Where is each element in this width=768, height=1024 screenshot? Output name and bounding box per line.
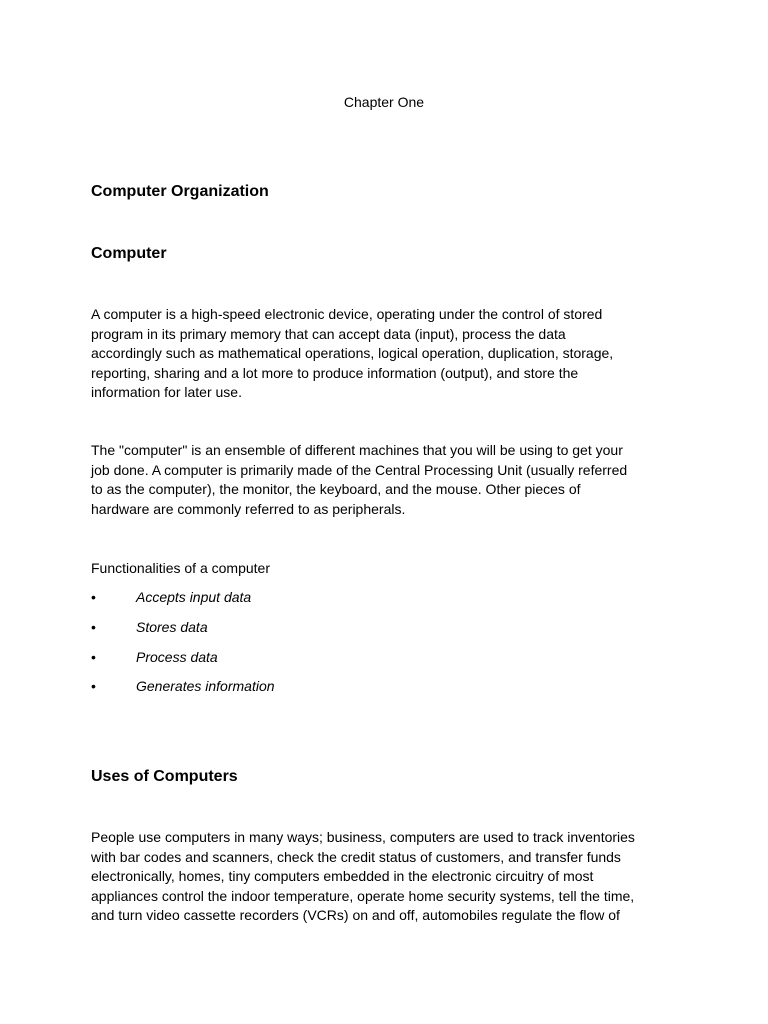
bullet-icon: • — [91, 649, 96, 665]
paragraph-line: appliances control the indoor temperature, operate home security systems, tell the time, — [91, 887, 635, 904]
paragraph-line: to as the computer), the monitor, the keyboard, and the mouse. Other pieces of — [91, 481, 581, 497]
paragraph-line: accordingly such as mathematical operations, logical operation, duplication, storage, — [91, 345, 614, 361]
paragraph-line: information for later use. — [91, 384, 242, 400]
list-item-text: Process data — [136, 649, 218, 665]
paragraph-line: and turn video cassette recorders (VCRs) on and off, automobiles regulate the flow of — [91, 907, 620, 923]
paragraph-line: A computer is a high-speed electronic device, operating under the control of stored — [91, 306, 603, 322]
list-item — [91, 618, 491, 637]
list-item — [91, 588, 491, 607]
paragraph-line: The "computer" is an ensemble of different machines that you will be using to get your — [91, 442, 623, 458]
chapter-title: Chapter One — [343, 94, 425, 110]
uses-paragraph — [91, 828, 691, 926]
bullet-icon: • — [91, 619, 96, 635]
paragraph-line: electronically, homes, tiny computers embedded in the electronic circuitry of most — [91, 868, 594, 884]
paragraph-line: People use computers in many ways; business, computers are used to track inventories — [91, 829, 635, 845]
uses-heading: Uses of Computers — [91, 768, 238, 785]
list-item-text: Stores data — [136, 619, 208, 635]
paragraph-line: program in its primary memory that can accept data (input), process the data — [91, 325, 566, 342]
section-heading: Computer Organization — [91, 183, 269, 200]
list-item-text: Accepts input data — [136, 589, 252, 605]
list-item — [91, 677, 491, 696]
bullet-icon: • — [91, 678, 96, 694]
paragraph-line: job done. A computer is primarily made of the Central Processing Unit (usually referred — [91, 461, 628, 478]
functionalities-intro: Functionalities of a computer — [91, 560, 270, 576]
paragraph-line: hardware are commonly referred to as peripherals. — [91, 500, 406, 517]
definition-paragraph — [91, 305, 691, 403]
bullet-icon: • — [91, 589, 96, 605]
subsection-heading: Computer — [91, 245, 167, 262]
ensemble-paragraph — [91, 441, 691, 519]
paragraph-line: reporting, sharing and a lot more to produce information (output), and store the — [91, 364, 579, 381]
paragraph-line: with bar codes and scanners, check the credit status of customers, and transfer funds — [91, 848, 621, 865]
list-item-text: Generates information — [136, 678, 275, 694]
list-item — [91, 648, 491, 667]
